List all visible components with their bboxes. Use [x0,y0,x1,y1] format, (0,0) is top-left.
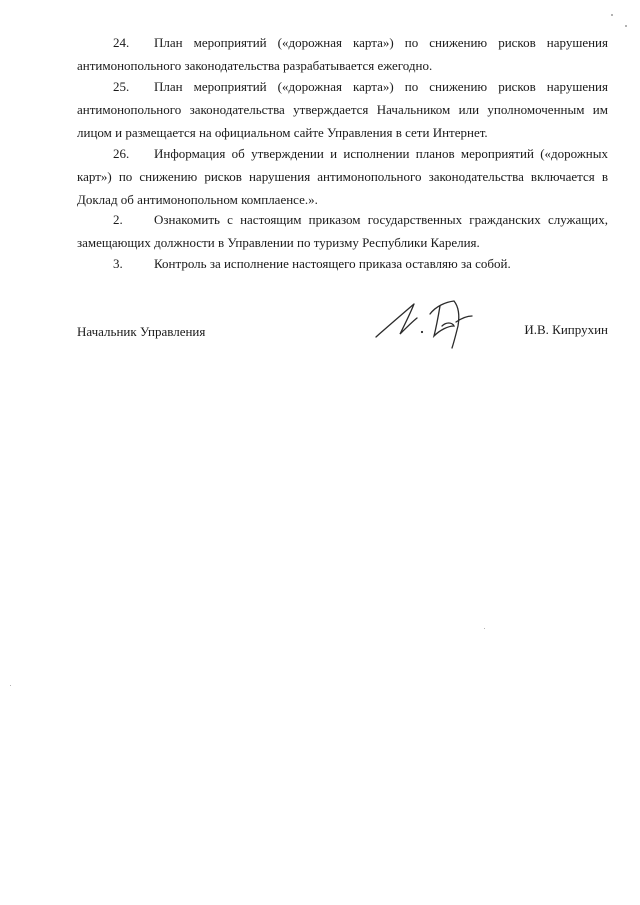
paragraph-text: Ознакомить с настоящим приказом государственных гражданских служащих, замещающих должности в Управлении по туризму Республики Карелия. [77,212,608,250]
paragraph-number: 25. [113,79,130,94]
scan-speck [625,25,627,27]
paragraph-text: План мероприятий («дорожная карта») по снижению рисков нарушения антимонопольного законодательства утверждается Начальником или уполномоченным им лицом и размещается на официальном сайте Управления в сети Интернет. [77,79,608,140]
paragraph-number: 2. [113,212,123,227]
paragraph-text: План мероприятий («дорожная карта») по снижению рисков нарушения антимонопольного законодательства разрабатывается ежегодно. [77,35,608,73]
scan-speck [611,14,613,16]
paragraph-number: 26. [113,146,130,161]
paragraph-number: 3. [113,256,123,271]
handwritten-signature [370,292,475,350]
paragraph-25 [77,75,608,144]
paragraph-item-2 [77,208,608,254]
paragraph-text: Информация об утверждении и исполнении планов мероприятий («дорожных карт») по снижению рисков нарушения антимонопольного законодательства включается в Доклад об антимонопольном комплаенсе.». [77,146,608,207]
scan-speck [10,685,11,686]
paragraph-text: Контроль за исполнение настоящего приказа оставляю за собой. [154,256,511,271]
paragraph-26 [77,142,608,211]
signatory-name: И.В. Кипрухин [524,322,608,337]
paragraph-number: 24. [113,35,130,50]
scan-speck [484,628,485,629]
signatory-position: Начальник Управления [77,324,206,339]
paragraph-item-3 [77,252,608,275]
paragraph-24 [77,31,608,77]
